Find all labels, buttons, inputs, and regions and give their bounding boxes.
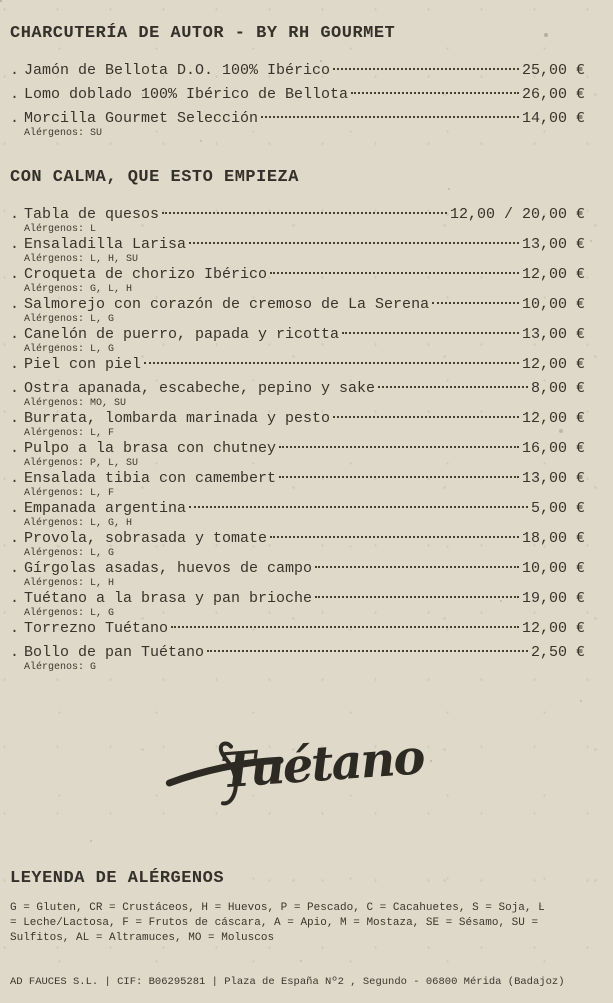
menu-item-line <box>10 589 585 609</box>
item-bullet: . <box>10 266 20 283</box>
item-bullet: . <box>10 644 20 661</box>
dot-leader <box>171 626 519 628</box>
item-price: 10,00 € <box>521 560 585 577</box>
item-name: Jamón de Bellota D.O. 100% Ibérico <box>24 62 331 79</box>
dot-leader <box>315 596 519 598</box>
menu-item-line <box>10 325 585 345</box>
item-allergens: Alérgenos: L, F <box>24 488 115 499</box>
menu-item-line <box>10 85 585 105</box>
menu-item-line <box>10 355 585 375</box>
logo-text: Tuétano <box>218 729 425 800</box>
item-allergens: Alérgenos: L, G <box>24 608 115 619</box>
item-bullet: . <box>10 86 20 103</box>
menu-item <box>10 109 585 139</box>
tuetano-logo <box>160 719 436 828</box>
item-bullet: . <box>10 380 20 397</box>
item-price: 13,00 € <box>521 326 585 343</box>
menu-item-line <box>10 469 585 489</box>
item-allergens: Alérgenos: G, L, H <box>24 284 133 295</box>
item-bullet: . <box>10 296 20 313</box>
item-price: 10,00 € <box>521 296 585 313</box>
menu-item <box>10 295 585 325</box>
menu-item-line <box>10 265 585 285</box>
item-name: Torrezno Tuétano <box>24 620 169 637</box>
item-name: Provola, sobrasada y tomate <box>24 530 268 547</box>
logo-area <box>10 725 585 821</box>
legend-title: LEYENDA DE ALÉRGENOS <box>10 869 225 888</box>
item-allergens: Alérgenos: L, H <box>24 578 115 589</box>
menu-item-line <box>10 643 585 663</box>
dot-leader <box>333 68 519 70</box>
dot-leader <box>279 476 519 478</box>
dot-leader <box>207 650 528 652</box>
item-allergens: Alérgenos: P, L, SU <box>24 458 139 469</box>
dot-leader <box>342 332 519 334</box>
item-bullet: . <box>10 440 20 457</box>
item-price: 12,00 € <box>521 620 585 637</box>
item-price: 5,00 € <box>530 500 585 517</box>
item-bullet: . <box>10 410 20 427</box>
menu-item <box>10 469 585 499</box>
item-name: Bollo de pan Tuétano <box>24 644 205 661</box>
item-price: 2,50 € <box>530 644 585 661</box>
dot-leader <box>378 386 528 388</box>
dot-leader <box>315 566 519 568</box>
item-allergens: Alérgenos: L, H, SU <box>24 254 139 265</box>
dot-leader <box>270 272 519 274</box>
item-allergens: Alérgenos: MO, SU <box>24 398 127 409</box>
item-name: Ostra apanada, escabeche, pepino y sake <box>24 380 376 397</box>
legend-text: G = Gluten, CR = Crustáceos, H = Huevos, P = Pescado, C = Cacahuetes, S = Soja, L = Leche/Lactosa, F = Frutos de cáscara, A = Apio, M = Mostaza, SE = Sésamo, SU = Sulfitos, AL = Altramuces, MO = Moluscos <box>10 902 545 944</box>
item-name: Pulpo a la brasa con chutney <box>24 440 277 457</box>
menu-item-line <box>10 61 585 81</box>
item-name: Empanada argentina <box>24 500 187 517</box>
item-allergens: Alérgenos: L <box>24 224 97 235</box>
menu-item-line <box>10 205 585 225</box>
item-bullet: . <box>10 62 20 79</box>
dot-leader <box>270 536 519 538</box>
item-name: Canelón de puerro, papada y ricotta <box>24 326 340 343</box>
menu-item <box>10 439 585 469</box>
section-items <box>10 205 585 673</box>
item-allergens: Alérgenos: L, G <box>24 344 115 355</box>
item-allergens: Alérgenos: SU <box>24 128 103 139</box>
dot-leader <box>333 416 519 418</box>
item-allergens: Alérgenos: L, F <box>24 428 115 439</box>
menu-item <box>10 559 585 589</box>
section-con-calma <box>10 168 585 673</box>
menu-item <box>10 61 585 81</box>
section-items <box>10 61 585 139</box>
item-bullet: . <box>10 530 20 547</box>
item-price: 12,00 € <box>521 410 585 427</box>
dot-leader <box>261 116 519 118</box>
menu-item <box>10 499 585 529</box>
menu-item-line <box>10 439 585 459</box>
menu-item-line <box>10 409 585 429</box>
item-price: 26,00 € <box>521 86 585 103</box>
item-bullet: . <box>10 470 20 487</box>
item-name: Tuétano a la brasa y pan brioche <box>24 590 313 607</box>
menu-item-line <box>10 619 585 639</box>
item-name: Burrata, lombarda marinada y pesto <box>24 410 331 427</box>
dot-leader <box>189 506 528 508</box>
item-price: 18,00 € <box>521 530 585 547</box>
item-name: Ensaladilla Larisa <box>24 236 187 253</box>
dot-leader <box>279 446 519 448</box>
item-price: 13,00 € <box>521 236 585 253</box>
menu-item <box>10 265 585 295</box>
menu-item <box>10 355 585 375</box>
item-name: Salmorejo con corazón de cremoso de La Serena <box>24 296 430 313</box>
item-name: Gírgolas asadas, huevos de campo <box>24 560 313 577</box>
menu-item <box>10 529 585 559</box>
item-allergens: Alérgenos: L, G <box>24 314 115 325</box>
menu-item <box>10 409 585 439</box>
item-bullet: . <box>10 560 20 577</box>
dot-leader <box>144 362 519 364</box>
item-price: 12,00 € <box>521 356 585 373</box>
footer-company-info: AD FAUCES S.L. | CIF: B06295281 | Plaza de España Nº2 , Segundo - 06800 Mérida (Badajoz) <box>10 976 565 988</box>
menu-item-line <box>10 499 585 519</box>
item-allergens: Alérgenos: L, G, H <box>24 518 133 529</box>
item-bullet: . <box>10 620 20 637</box>
item-bullet: . <box>10 110 20 127</box>
item-price: 19,00 € <box>521 590 585 607</box>
item-price: 13,00 € <box>521 470 585 487</box>
menu-item-line <box>10 295 585 315</box>
item-bullet: . <box>10 500 20 517</box>
allergen-legend <box>10 869 585 946</box>
item-price: 25,00 € <box>521 62 585 79</box>
menu-item <box>10 619 585 639</box>
menu-item <box>10 379 585 409</box>
menu-item <box>10 589 585 619</box>
dot-leader <box>432 302 519 304</box>
menu-item <box>10 325 585 355</box>
item-allergens: Alérgenos: L, G <box>24 548 115 559</box>
menu-item-line <box>10 235 585 255</box>
menu-item-line <box>10 559 585 579</box>
menu-item <box>10 85 585 105</box>
menu-item-line <box>10 109 585 129</box>
item-name: Morcilla Gourmet Selección <box>24 110 259 127</box>
section-title: CHARCUTERÍA DE AUTOR - BY RH GOURMET <box>10 24 396 43</box>
item-name: Ensalada tibia con camembert <box>24 470 277 487</box>
section-charcuteria <box>10 24 585 139</box>
item-bullet: . <box>10 590 20 607</box>
item-price: 12,00 € <box>521 266 585 283</box>
menu-item-line <box>10 529 585 549</box>
item-price: 16,00 € <box>521 440 585 457</box>
item-name: Croqueta de chorizo Ibérico <box>24 266 268 283</box>
item-price: 8,00 € <box>530 380 585 397</box>
item-name: Lomo doblado 100% Ibérico de Bellota <box>24 86 349 103</box>
menu-item <box>10 205 585 235</box>
section-title: CON CALMA, QUE ESTO EMPIEZA <box>10 168 299 187</box>
menu-item-line <box>10 379 585 399</box>
item-bullet: . <box>10 236 20 253</box>
dot-leader <box>162 212 447 214</box>
item-price: 14,00 € <box>521 110 585 127</box>
menu-item <box>10 235 585 265</box>
item-name: Piel con piel <box>24 356 142 373</box>
menu-item <box>10 643 585 673</box>
dot-leader <box>351 92 519 94</box>
item-bullet: . <box>10 326 20 343</box>
dot-leader <box>189 242 519 244</box>
item-allergens: Alérgenos: G <box>24 662 97 673</box>
item-price: 12,00 / 20,00 € <box>449 206 585 223</box>
item-bullet: . <box>10 206 20 223</box>
item-bullet: . <box>10 356 20 373</box>
item-name: Tabla de quesos <box>24 206 160 223</box>
